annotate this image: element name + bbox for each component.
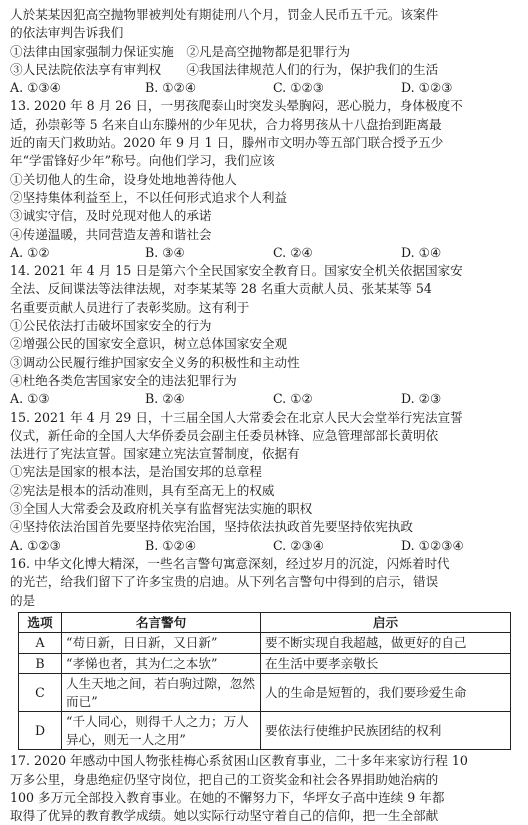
- q15-option: ③全国人大常委会及政府机关享有监督宪法实施的职权: [10, 501, 313, 517]
- table-row: [19, 653, 511, 674]
- q16-row-quote: “苟日新，日日新，又日新”: [62, 633, 261, 654]
- q17-stem-line: 17. 2020 年感动中国人物张桂梅心系贫困山区教育事业，二十多年来家访行程 10: [10, 753, 468, 769]
- question-13: [10, 97, 516, 262]
- q12-intro-line: 人於某某因犯高空抛物罪被判处有期徒刑八个月，罚金人民币五千元。该案件: [10, 7, 439, 22]
- q16-header-option: 选项: [19, 612, 62, 633]
- q13-option: ②坚持集体利益至上，不以任何形式追求个人利益: [10, 189, 288, 205]
- q15-option: ②宪法是根本的活动准则，具有至高无上的权威: [10, 482, 275, 498]
- q13-option: ①关切他人的生命，设身处地地善待他人: [10, 171, 237, 187]
- q16-row-key: D: [19, 712, 62, 750]
- q12-choice-b: B. ①②④: [145, 80, 197, 96]
- q13-stem-line: 年“学雷锋好少年”称号。向他们学习，我们应该: [10, 153, 275, 169]
- q14-choice-d: D. ②③: [401, 391, 442, 407]
- q17-stem-line: 100 多万元全部投入教育事业。在她的不懈努力下，华坪女子高中连续 9 年都: [10, 789, 445, 805]
- q16-row-insight: 在生活中要孝亲敬长: [261, 653, 511, 674]
- q13-stem-line: 适，孙崇彰等 5 名来自山东滕州的少年见状，合力将男孩从十八盘抬到距离最: [10, 116, 442, 132]
- q16-stem-line: 16. 中华文化博大精深，一些名言警句寓意深刻，经过岁月的沉淀，闪烁着时代: [10, 555, 450, 571]
- q15-choice-b: B. ①②④: [145, 537, 197, 553]
- q14-option: ①公民依法打击破坏国家安全的行为: [10, 318, 212, 334]
- q16-row-key: C: [19, 674, 62, 712]
- q15-option: ①宪法是国家的根本法，是治国安邦的总章程: [10, 464, 262, 480]
- table-row: [19, 633, 511, 654]
- q14-option: ④杜绝各类危害国家安全的违法犯罪行为: [10, 372, 237, 388]
- q12-choice-a: A. ①③④: [10, 80, 61, 96]
- q13-option: ④传递温暖，共同营造友善和谐社会: [10, 226, 212, 242]
- q17-stem-line: 取得了优异的教育教学成绩。她以实际行动坚守着自己的信仰，把一生全部献: [10, 808, 439, 824]
- q13-choices: [10, 244, 516, 262]
- question-15: [10, 409, 516, 555]
- q12-option-line: ①法律由国家强制力保证实施 ②凡是高空抛物都是犯罪行为: [10, 43, 351, 59]
- q13-option: ③诚实守信，及时兑现对他人的承诺: [10, 208, 212, 224]
- q14-stem-line: 全法、反间谍法等法律法规，对李某某等 28 名重大贡献人员、张某某等 54: [10, 281, 432, 297]
- q16-stem-line: 的光芒，给我们留下了许多宝贵的启迪。从下列名言警句中得到的启示，错误: [10, 574, 439, 590]
- q14-option: ③调动公民履行维护国家安全义务的积极性和主动性: [10, 354, 300, 370]
- q15-choices: [10, 537, 516, 555]
- q12-choice-c: C. ①②③: [273, 80, 325, 96]
- q14-choice-c: C. ①②: [273, 391, 313, 407]
- table-row: [19, 674, 511, 712]
- q13-stem-line: 近的南天门救助站。2020 年 9 月 1 日，滕州市文明办等五部门联合授予五少: [10, 135, 444, 151]
- q13-choice-d: D. ①④: [401, 244, 442, 260]
- q16-stem-line: 的是: [10, 592, 36, 608]
- q15-stem-line: 法进行了宪法宣誓。国家建立宪法宣誓制度，依据有: [10, 446, 300, 462]
- question-12: [10, 6, 516, 97]
- q16-row-quote: 人生天地之间，若白驹过隙，忽然而已”: [62, 674, 261, 712]
- q13-stem-line: 13. 2020 年 8 月 26 日，一男孩爬泰山时突发头晕胸闷，恶心脱力，身体极度不: [10, 98, 463, 114]
- q15-choice-d: D. ①②③④: [401, 537, 464, 553]
- q13-choice-a: A. ①②: [10, 244, 50, 260]
- q16-row-quote: “孝悌也者，其为仁之本欤”: [62, 653, 261, 674]
- q16-row-insight: 要不断实现自我超越，做更好的自己: [261, 633, 511, 654]
- table-row: [19, 712, 511, 750]
- q16-table: [18, 612, 511, 751]
- q13-choice-b: B. ③④: [145, 244, 185, 260]
- q14-choices: [10, 390, 516, 408]
- q12-intro-line: 的依法审判告诉我们: [10, 25, 124, 41]
- q14-stem-line: 名重要贡献人员进行了表彰奖励。这有利于: [10, 299, 250, 315]
- q16-header-insight: 启示: [261, 612, 511, 633]
- q12-choice-d: D. ①②③: [401, 80, 453, 96]
- q16-row-key: A: [19, 633, 62, 654]
- q17-stem-line: 万多公里，身患绝症仍坚守岗位，把自己的工资奖金和社会各界捐助她治病的: [10, 771, 439, 787]
- q14-option: ②增强公民的国家安全意识，树立总体国家安全观: [10, 336, 288, 352]
- q15-option: ④坚持依法治国首先要坚持依宪治国，坚持依法执政首先要坚持依宪执政: [10, 519, 413, 535]
- q12-option-line: ③人民法院依法享有审判权 ④我国法律规范人们的行为，保护我们的生活: [10, 61, 439, 77]
- q16-header-quote: 名言警句: [62, 612, 261, 633]
- q15-choice-a: A. ①②③: [10, 537, 61, 553]
- q15-stem-line: 仪式，新任命的全国人大华侨委员会副主任委员林锋、应急管理部部长黄明依: [10, 427, 439, 443]
- q16-row-quote: “千人同心，则得千人之力；万人异心，则无一人之用”: [62, 712, 261, 750]
- q16-row-insight: 人的生命是短暂的，我们要珍爱生命: [261, 674, 511, 712]
- question-16: [10, 555, 516, 750]
- q13-choice-c: C. ②④: [273, 244, 313, 260]
- q16-row-insight: 要依法行使维护民族团结的权利: [261, 712, 511, 750]
- q15-stem-line: 15. 2021 年 4 月 29 日，十三届全国人大常委会在北京人民大会堂举行宪法宣誓: [10, 409, 463, 425]
- q15-choice-c: C. ②③④: [273, 537, 325, 553]
- q12-choices: [10, 79, 516, 97]
- q14-choice-b: B. ②④: [145, 391, 185, 407]
- q14-stem-line: 14. 2021 年 4 月 15 日是第六个全民国家安全教育日。国家安全机关依据国家安: [10, 263, 463, 279]
- q16-table-header-row: [19, 612, 511, 633]
- q14-choice-a: A. ①③: [10, 391, 50, 407]
- question-17: [10, 752, 516, 825]
- question-14: [10, 262, 516, 408]
- q16-row-key: B: [19, 653, 62, 674]
